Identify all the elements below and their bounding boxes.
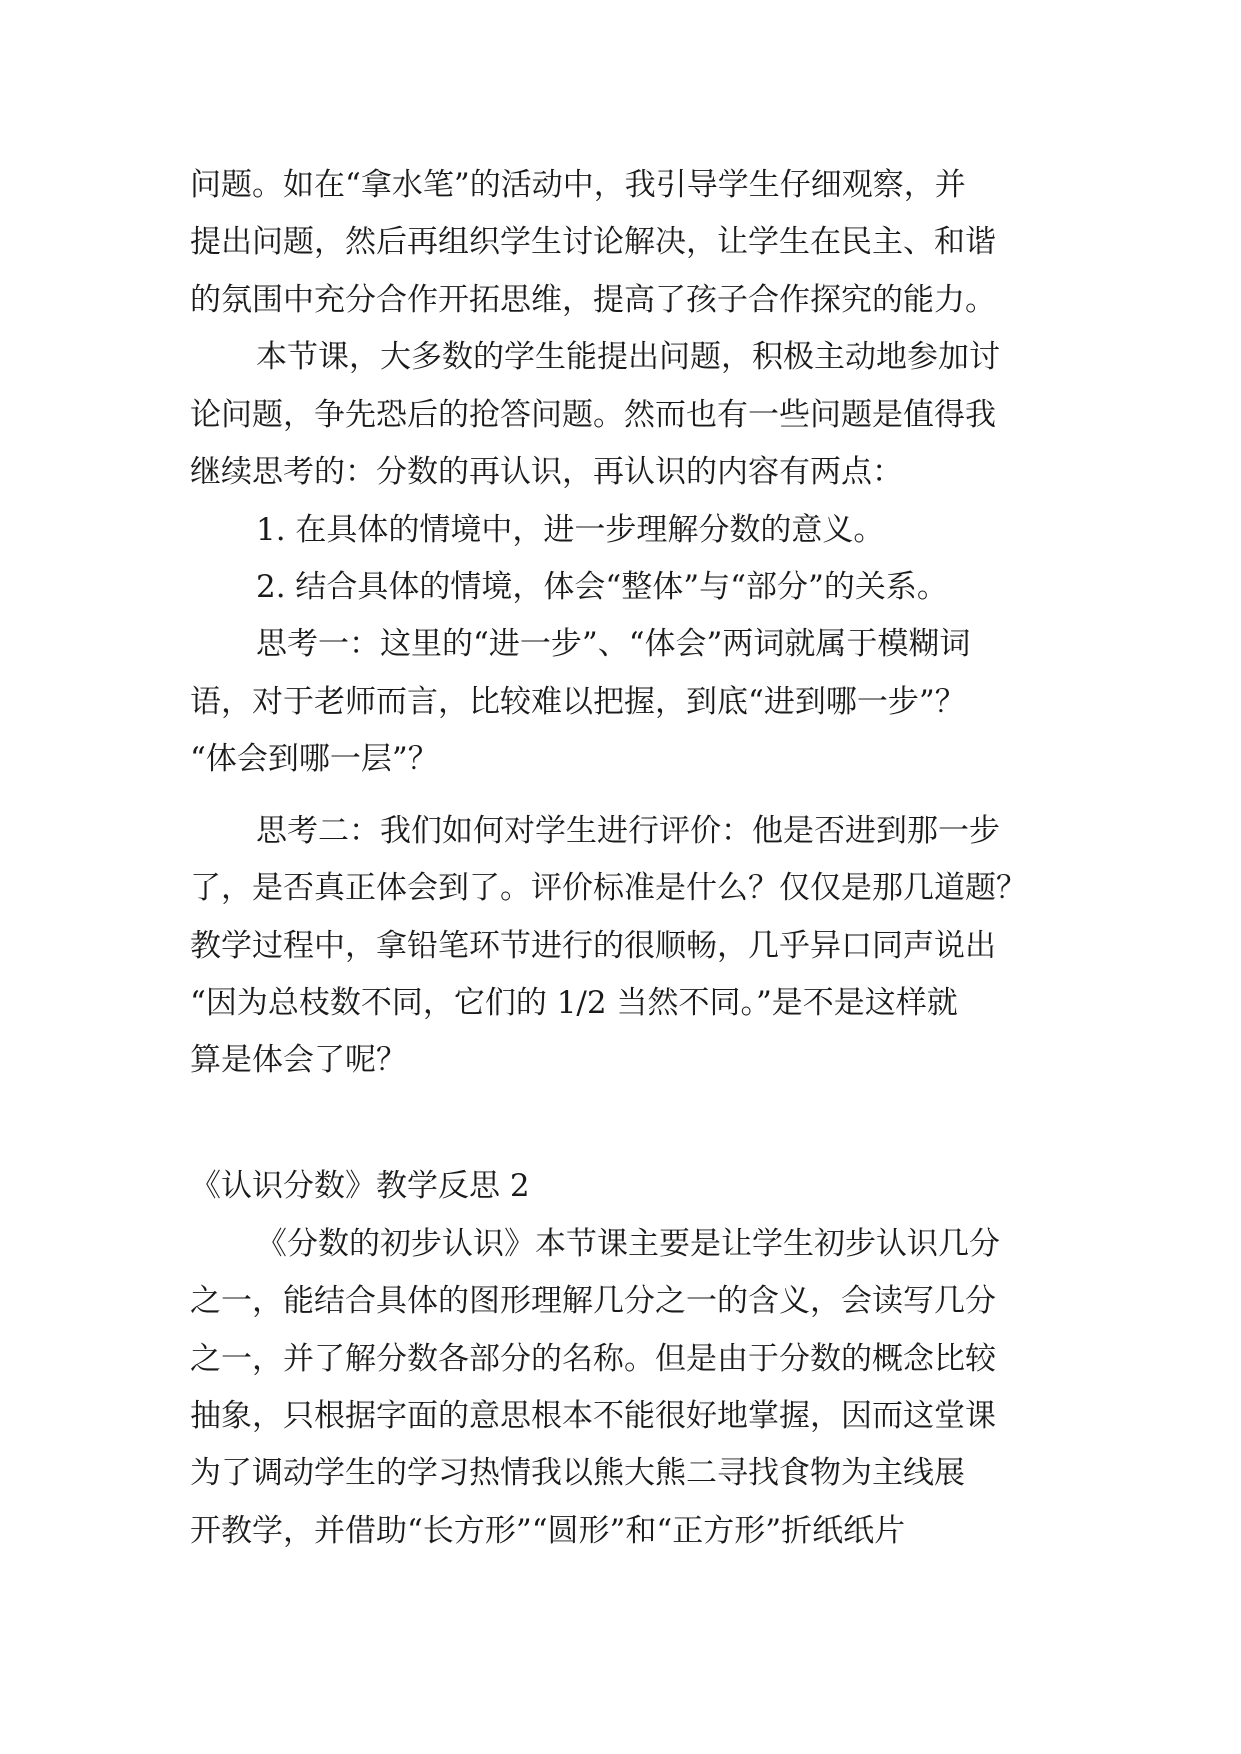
text-line: 本节课，大多数的学生能提出问题，积极主动地参加讨 xyxy=(256,339,1000,375)
text-line: 之一，并了解分数各部分的名称。但是由于分数的概念比较 xyxy=(190,1341,996,1377)
text-line: 算是体会了呢？ xyxy=(190,1042,407,1078)
text-line: “因为总枝数不同，它们的 1/2 当然不同。”是不是这样就 xyxy=(190,985,958,1021)
section-heading: 《认识分数》教学反思 2 xyxy=(190,1168,530,1204)
text-line: 开教学，并借助“长方形”“圆形”和“正方形”折纸纸片 xyxy=(190,1513,906,1549)
text-line: 提出问题，然后再组织学生讨论解决，让学生在民主、和谐 xyxy=(190,224,996,260)
text-line: 问题。如在“拿水笔”的活动中，我引导学生仔细观察，并 xyxy=(190,167,966,203)
text-line: 思考一：这里的“进一步”、“体会”两词就属于模糊词 xyxy=(256,626,971,662)
text-line: “体会到哪一层”？ xyxy=(190,741,439,777)
list-item-1: 1. 在具体的情境中，进一步理解分数的意义。 xyxy=(256,512,885,548)
text-line: 之一，能结合具体的图形理解几分之一的含义，会读写几分 xyxy=(190,1283,996,1319)
text-line: 语，对于老师而言，比较难以把握，到底“进到哪一步”？ xyxy=(190,684,966,720)
text-line: 思考二：我们如何对学生进行评价：他是否进到那一步 xyxy=(256,813,1000,849)
text-line: 论问题，争先恐后的抢答问题。然而也有一些问题是值得我 xyxy=(190,397,996,433)
list-item-2: 2. 结合具体的情境，体会“整体”与“部分”的关系。 xyxy=(256,569,948,605)
text-line: 了，是否真正体会到了。评价标准是什么？仅仅是那几道题？ xyxy=(190,870,1027,906)
text-line: 教学过程中，拿铅笔环节进行的很顺畅，几乎异口同声说出 xyxy=(190,928,996,964)
text-line: 为了调动学生的学习热情我以熊大熊二寻找食物为主线展 xyxy=(190,1455,965,1491)
text-line: 《分数的初步认识》本节课主要是让学生初步认识几分 xyxy=(256,1226,1000,1262)
text-line: 继续思考的：分数的再认识，再认识的内容有两点： xyxy=(190,454,903,490)
text-line: 的氛围中充分合作开拓思维，提高了孩子合作探究的能力。 xyxy=(190,282,996,318)
text-line: 抽象，只根据字面的意思根本不能很好地掌握，因而这堂课 xyxy=(190,1398,996,1434)
